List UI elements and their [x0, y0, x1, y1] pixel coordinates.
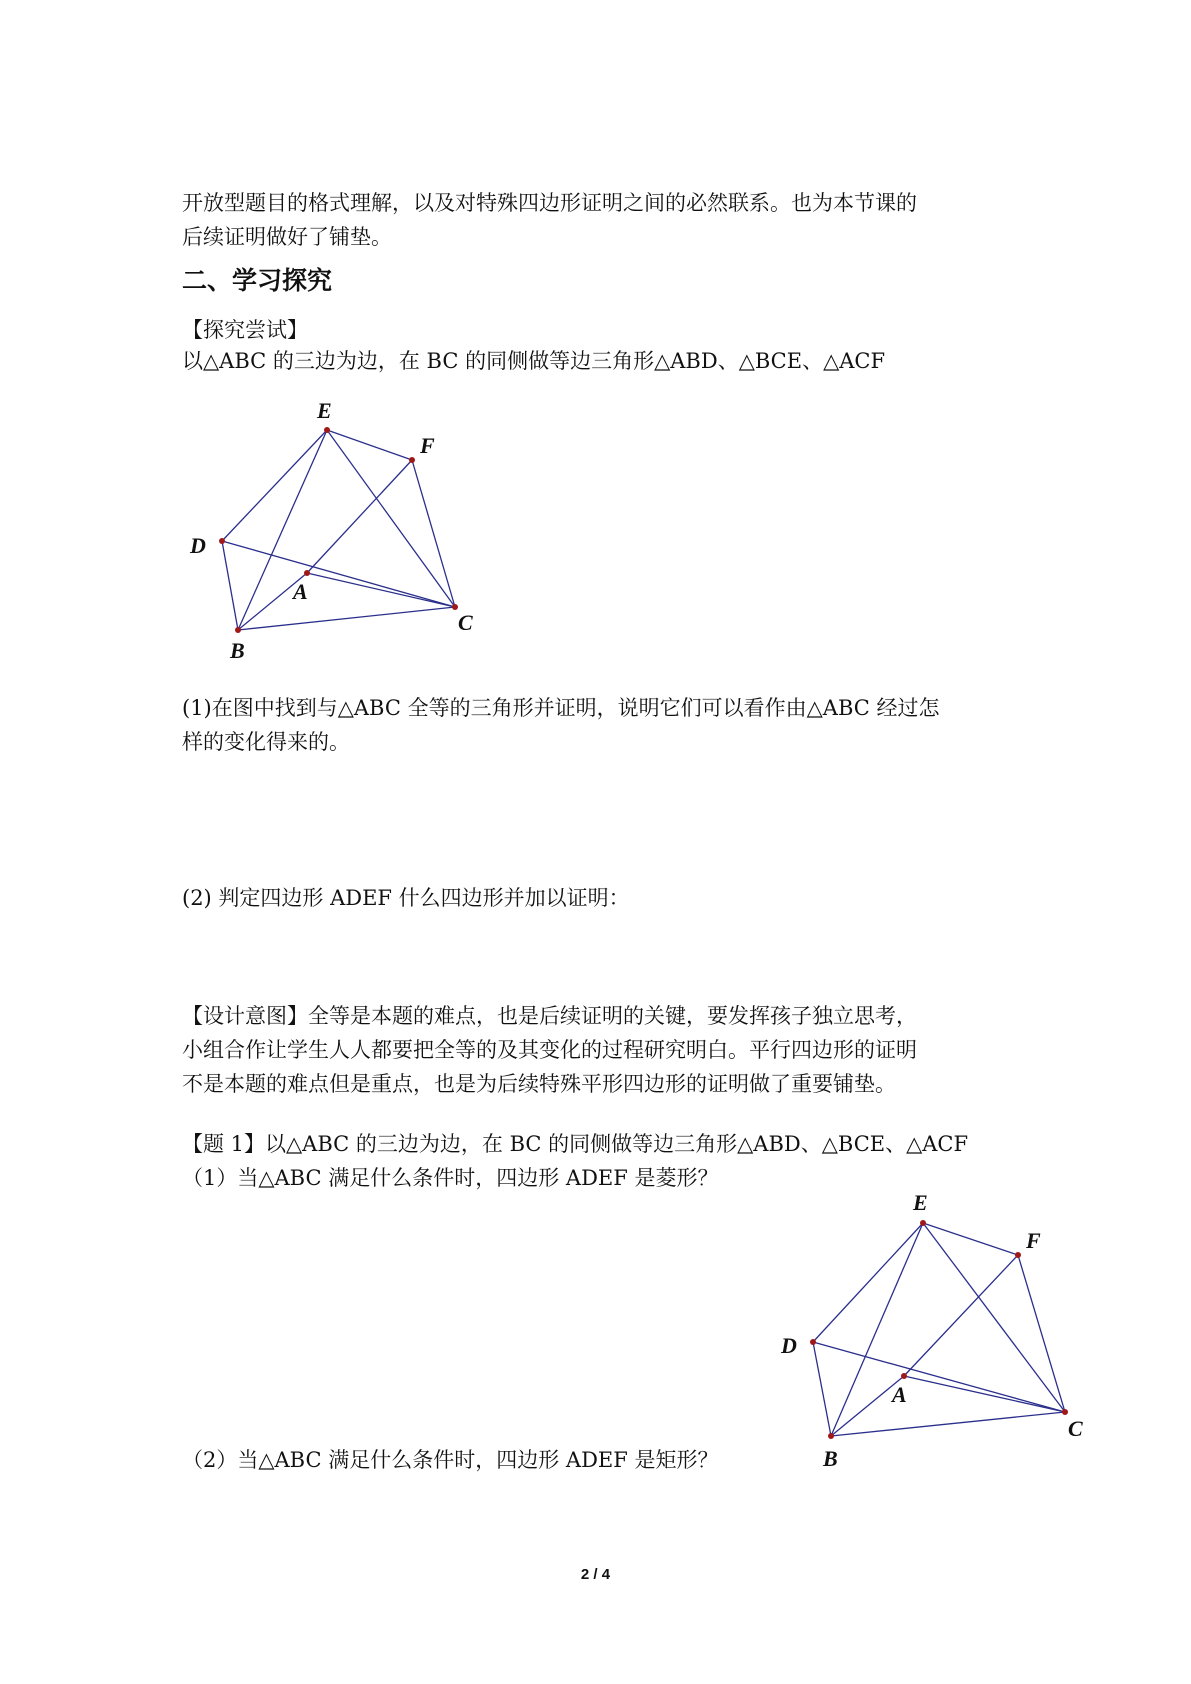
page-number: 2 / 4	[580, 1566, 611, 1583]
label-C: C	[458, 610, 473, 635]
intro-line-2: 后续证明做好了铺垫。	[182, 225, 392, 249]
label-B: B	[823, 1446, 838, 1471]
geometry-figure-1	[188, 395, 488, 670]
geometry-figure-2	[780, 1190, 1100, 1480]
figure-1-segments	[222, 430, 455, 630]
label-D: D	[781, 1333, 797, 1358]
explore-question-1-line-2: 样的变化得来的。	[182, 730, 350, 754]
label-C: C	[1068, 1416, 1083, 1441]
figure-2-segments	[813, 1223, 1065, 1436]
label-D: D	[190, 533, 206, 558]
label-A: A	[293, 579, 308, 604]
problem-1-question-1: （1）当△ABC 满足什么条件时，四边形 ADEF 是菱形？	[182, 1166, 719, 1190]
label-F: F	[420, 433, 435, 458]
design-intent-line-1: 【设计意图】全等是本题的难点，也是后续证明的关键，要发挥孩子独立思考，	[182, 1004, 917, 1028]
problem-1-statement: 【题 1】以△ABC 的三边为边，在 BC 的同侧做等边三角形△ABD、△BCE、△ACF	[182, 1132, 969, 1156]
section-heading: 二、学习探究	[182, 266, 333, 295]
explore-statement: 以△ABC 的三边为边，在 BC 的同侧做等边三角形△ABD、△BCE、△ACF	[182, 349, 886, 373]
label-F: F	[1026, 1228, 1041, 1253]
label-A: A	[892, 1382, 907, 1407]
design-intent-line-2: 小组合作让学生人人都要把全等的及其变化的过程研究明白。平行四边形的证明	[182, 1038, 917, 1062]
explore-question-2: (2) 判定四边形 ADEF 什么四边形并加以证明：	[182, 886, 630, 910]
design-intent-line-3: 不是本题的难点但是重点，也是为后续特殊平形四边形的证明做了重要铺垫。	[182, 1072, 896, 1096]
intro-line-1: 开放型题目的格式理解，以及对特殊四边形证明之间的必然联系。也为本节课的	[182, 191, 917, 215]
label-E: E	[913, 1190, 928, 1215]
explore-label: 【探究尝试】	[182, 318, 308, 342]
label-E: E	[317, 398, 332, 423]
label-B: B	[230, 638, 245, 663]
problem-1-question-2: （2）当△ABC 满足什么条件时，四边形 ADEF 是矩形？	[182, 1448, 719, 1472]
explore-question-1-line-1: (1)在图中找到与△ABC 全等的三角形并证明，说明它们可以看作由△ABC 经过怎	[182, 696, 940, 720]
